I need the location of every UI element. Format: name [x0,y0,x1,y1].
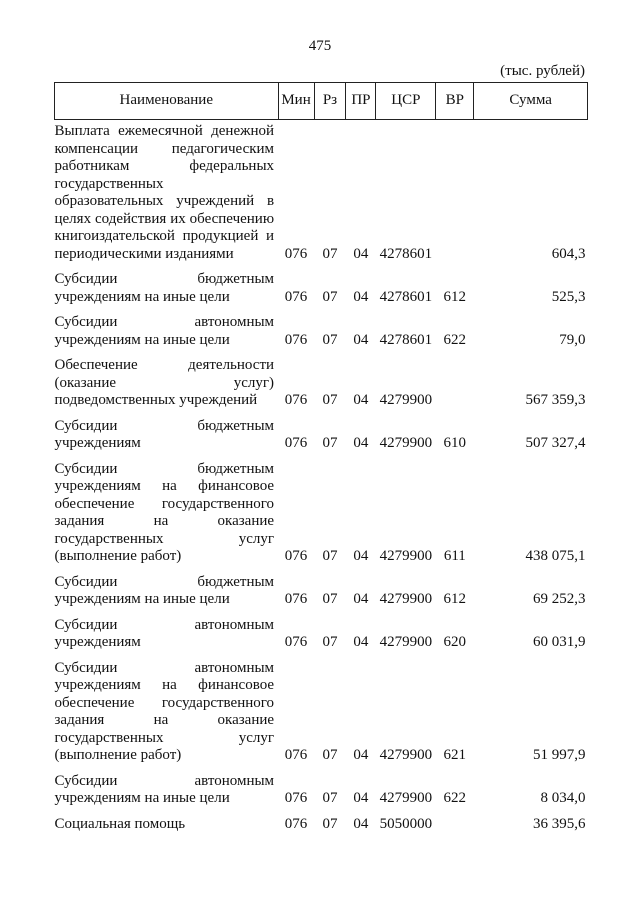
cell-pr: 04 [353,591,369,607]
cell-min: 076 [284,435,308,451]
cell-vr: 612 [443,288,467,305]
header-csr: ЦСР [376,83,436,120]
cell-name: Обеспечение деятельности (оказание услуг) подведомственных учреждений [54,357,275,408]
cell-csr: 4279900 [379,591,433,607]
cell-rz: 07 [322,591,338,607]
cell-rz: 07 [322,815,338,832]
cell-pr: 04 [353,815,369,832]
unit-label: (тыс. рублей) [500,63,585,79]
header-sum: Сумма [474,83,588,120]
cell-rz: 07 [322,245,338,262]
table-body [55,120,588,838]
cell-sum: 507 327,4 [525,435,586,451]
table-row [55,457,588,570]
cell-min: 076 [284,548,308,564]
cell-csr: 4279900 [379,435,433,451]
cell-name: Субсидии автономным учреждениям [54,616,275,650]
cell-sum: 60 031,9 [533,634,586,650]
cell-min: 076 [284,790,308,806]
cell-rz: 07 [322,634,338,650]
cell-csr: 5050000 [379,815,433,832]
cell-rz: 07 [322,392,338,408]
header-pr: ПР [346,83,376,120]
cell-name: Субсидии бюджетным учреждениям [54,417,275,451]
table-row [55,267,588,310]
cell-sum: 79,0 [559,331,586,348]
cell-sum: 36 395,6 [533,815,586,832]
cell-rz: 07 [322,331,338,348]
cell-sum: 567 359,3 [525,392,586,408]
cell-csr: 4279900 [379,790,433,806]
cell-min: 076 [284,815,308,832]
cell-sum: 438 075,1 [525,548,586,564]
cell-sum: 525,3 [551,288,586,305]
cell-pr: 04 [353,747,369,763]
cell-name: Субсидии бюджетным учреждениям на финансовое обеспечение государственного задания на оказание государственных услуг (выполнение работ) [54,460,275,564]
cell-vr: 622 [443,331,467,348]
cell-sum: 69 252,3 [533,591,586,607]
cell-name: Социальная помощь [54,815,186,832]
table-row [55,656,588,769]
cell-rz: 07 [322,747,338,763]
cell-name: Субсидии бюджетным учреждениям на иные цели [54,573,275,607]
cell-name: Субсидии бюджетным учреждениям на иные цели [54,271,275,305]
cell-vr [436,120,474,268]
cell-sum: 51 997,9 [533,747,586,763]
cell-name: Субсидии автономным учреждениям на иные цели [54,772,275,806]
table-row [55,812,588,838]
cell-min: 076 [284,288,308,305]
cell-vr [436,353,474,414]
cell-pr: 04 [353,435,369,451]
page-number: 475 [308,38,332,54]
cell-min: 076 [284,392,308,408]
cell-vr [436,812,474,838]
cell-vr: 622 [443,790,467,806]
cell-vr: 611 [443,548,466,564]
header-rz: Рз [314,83,346,120]
cell-min: 076 [284,634,308,650]
cell-rz: 07 [322,435,338,451]
table-row [55,353,588,414]
table-row [55,414,588,457]
cell-pr: 04 [353,790,369,806]
cell-name: Выплата ежемесячной денежной компенсации педагогическим работникам федеральных государственных образовательных учреждений в целях содействия их обеспечению книгоиздательской продукцией и периодическими изданиями [54,123,275,262]
cell-min: 076 [284,245,308,262]
cell-sum: 8 034,0 [540,790,586,806]
cell-name: Субсидии автономным учреждениям на иные цели [54,314,275,348]
table-row [55,570,588,613]
header-min: Мин [278,83,314,120]
cell-pr: 04 [353,331,369,348]
cell-min: 076 [284,331,308,348]
cell-csr: 4279900 [379,548,433,564]
table-row [55,769,588,812]
header-name: Наименование [55,83,279,120]
cell-pr: 04 [353,245,369,262]
cell-csr: 4278601 [379,288,433,305]
budget-table [54,82,588,837]
cell-rz: 07 [322,548,338,564]
table-row [55,613,588,656]
cell-sum: 604,3 [551,245,586,262]
cell-csr: 4278601 [379,331,433,348]
table-row [55,120,588,268]
cell-vr: 620 [443,634,467,650]
cell-csr: 4279900 [379,634,433,650]
cell-csr: 4279900 [379,392,433,408]
table-header-row [55,83,588,120]
cell-pr: 04 [353,548,369,564]
cell-csr: 4278601 [379,245,433,262]
header-vr: ВР [436,83,474,120]
cell-rz: 07 [322,790,338,806]
cell-vr: 612 [443,591,467,607]
cell-min: 076 [284,591,308,607]
cell-name: Субсидии автономным учреждениям на финансовое обеспечение государственного задания на оказание государственных услуг (выполнение работ) [54,659,275,763]
cell-pr: 04 [353,392,369,408]
cell-pr: 04 [353,288,369,305]
cell-rz: 07 [322,288,338,305]
cell-csr: 4279900 [379,747,433,763]
cell-vr: 621 [443,747,467,763]
cell-vr: 610 [443,435,467,451]
table-row [55,310,588,353]
cell-pr: 04 [353,634,369,650]
cell-min: 076 [284,747,308,763]
